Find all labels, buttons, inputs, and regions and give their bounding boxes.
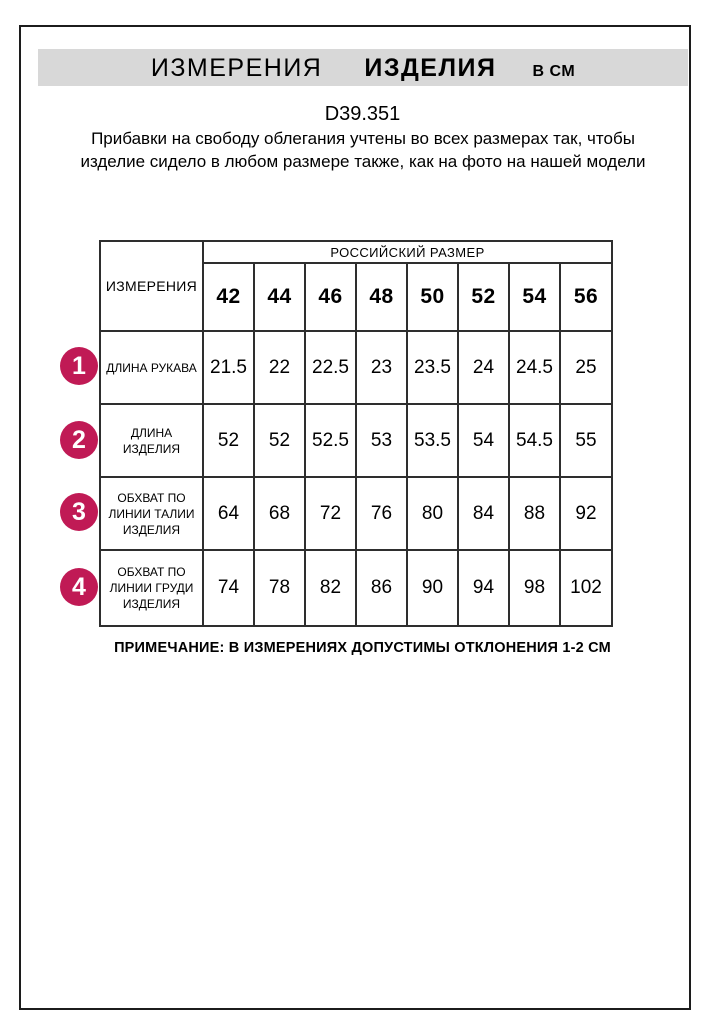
size-column-header: 56 [560, 263, 612, 331]
title-bar [38, 49, 688, 86]
page-title-product: ИЗДЕЛИЯ [364, 54, 497, 82]
value-cell: 52.5 [305, 404, 356, 477]
value-cell: 53.5 [407, 404, 458, 477]
page-title-unit: В СМ [532, 63, 576, 80]
row-label: ДЛИНА ИЗДЕЛИЯ [100, 404, 203, 477]
value-cell: 86 [356, 550, 407, 626]
value-cell: 80 [407, 477, 458, 550]
row-number-badge-1 [60, 347, 98, 385]
row-label: ОБХВАТ ПО ЛИНИИ ТАЛИИ ИЗДЕЛИЯ [100, 477, 203, 550]
value-cell: 54 [458, 404, 509, 477]
value-cell: 54.5 [509, 404, 560, 477]
row-label: ДЛИНА РУКАВА [100, 331, 203, 404]
value-cell: 21.5 [203, 331, 254, 404]
value-cell: 98 [509, 550, 560, 626]
value-cell: 88 [509, 477, 560, 550]
value-cell: 90 [407, 550, 458, 626]
value-cell: 72 [305, 477, 356, 550]
value-cell: 22 [254, 331, 305, 404]
value-cell: 55 [560, 404, 612, 477]
value-cell: 23 [356, 331, 407, 404]
value-cell: 22.5 [305, 331, 356, 404]
value-cell: 94 [458, 550, 509, 626]
value-cell: 64 [203, 477, 254, 550]
size-table [99, 240, 613, 627]
description-text: Прибавки на свободу облегания учтены во всех размерах так, чтобы изделие сидело в любом размере также, как на фото на нашей модели [80, 129, 646, 171]
note-text: ПРИМЕЧАНИЕ: В ИЗМЕРЕНИЯХ ДОПУСТИМЫ ОТКЛОНЕНИЯ 1-2 СМ [114, 640, 611, 656]
row-number-badge-4 [60, 568, 98, 606]
value-cell: 76 [356, 477, 407, 550]
value-cell: 74 [203, 550, 254, 626]
value-cell: 24 [458, 331, 509, 404]
value-cell: 82 [305, 550, 356, 626]
page-title-measurements: ИЗМЕРЕНИЯ [150, 54, 323, 82]
value-cell: 25 [560, 331, 612, 404]
row-number-label: 3 [72, 497, 86, 526]
table-row [100, 477, 612, 550]
row-number-badge-3 [60, 493, 98, 531]
value-cell: 52 [203, 404, 254, 477]
size-column-header: 46 [305, 263, 356, 331]
value-cell: 24.5 [509, 331, 560, 404]
measurements-column-header: ИЗМЕРЕНИЯ [100, 241, 203, 331]
size-group-header: РОССИЙСКИЙ РАЗМЕР [203, 241, 612, 263]
model-code: D39.351 [324, 103, 401, 125]
row-number-label: 1 [72, 351, 86, 380]
table-row [100, 331, 612, 404]
row-label: ОБХВАТ ПО ЛИНИИ ГРУДИ ИЗДЕЛИЯ [100, 550, 203, 626]
value-cell: 53 [356, 404, 407, 477]
size-column-header: 42 [203, 263, 254, 331]
row-number-label: 4 [72, 572, 86, 601]
value-cell: 84 [458, 477, 509, 550]
table-row [100, 550, 612, 626]
row-number-label: 2 [72, 425, 86, 454]
size-column-header: 44 [254, 263, 305, 331]
value-cell: 23.5 [407, 331, 458, 404]
size-column-header: 48 [356, 263, 407, 331]
value-cell: 78 [254, 550, 305, 626]
size-column-header: 50 [407, 263, 458, 331]
value-cell: 68 [254, 477, 305, 550]
table-row [100, 404, 612, 477]
row-number-badge-2 [60, 421, 98, 459]
size-column-header: 52 [458, 263, 509, 331]
value-cell: 92 [560, 477, 612, 550]
value-cell: 102 [560, 550, 612, 626]
size-column-header: 54 [509, 263, 560, 331]
value-cell: 52 [254, 404, 305, 477]
